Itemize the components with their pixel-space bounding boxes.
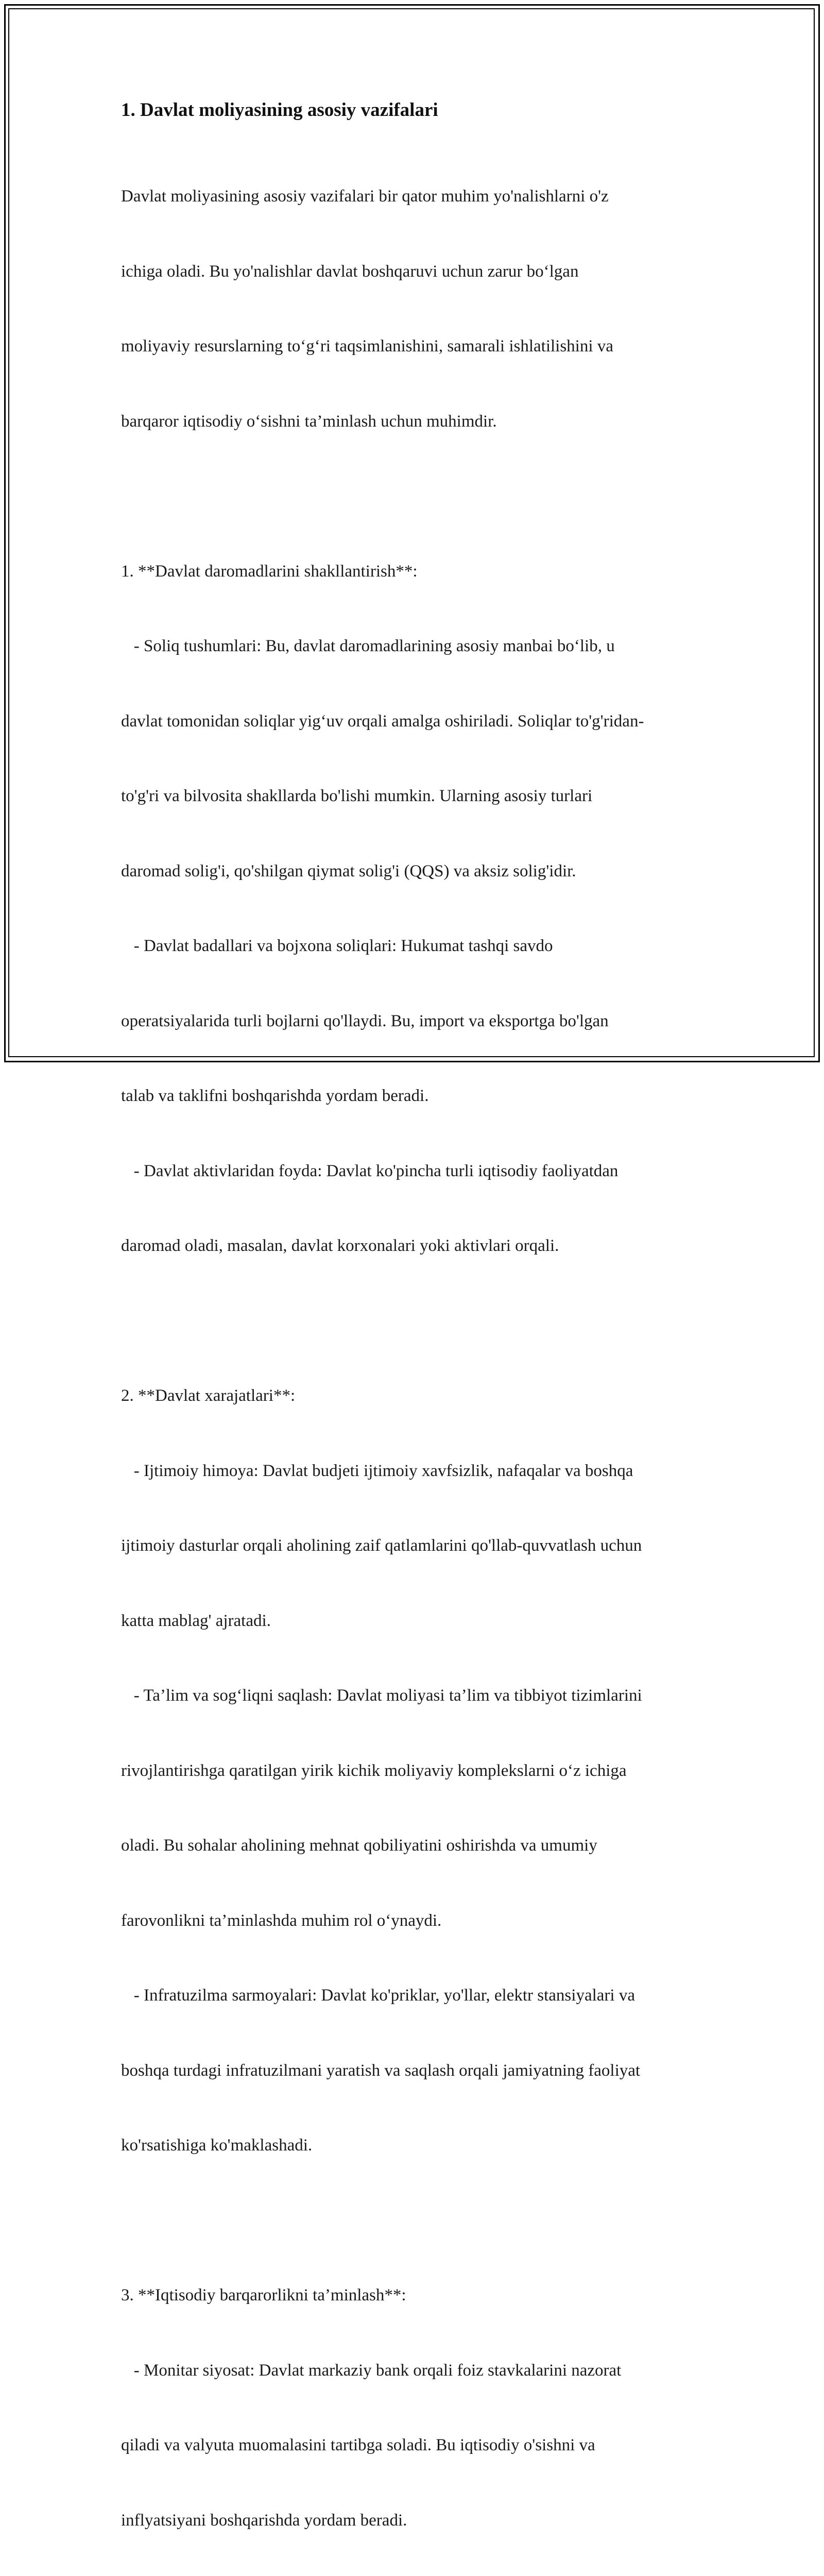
paragraph-gap — [121, 2208, 708, 2233]
text-line: daromad solig'i, qo'shilgan qiymat solig'i (QQS) va aksiz solig'idir. — [121, 861, 576, 880]
text-line: ichiga oladi. Bu yo'nalishlar davlat boshqaruvi uchun zarur bo‘lgan — [121, 262, 579, 281]
text-line: - Ijtimoiy himoya: Davlat budjeti ijtimoiy xavfsizlik, nafaqalar va boshqa — [121, 1461, 633, 1480]
text-line: daromad oladi, masalan, davlat korxonalari yoki aktivlari orqali. — [121, 1236, 559, 1255]
text-line: qiladi va valyuta muomalasini tartibga soladi. Bu iqtisodiy o'sishni va — [121, 2436, 595, 2454]
section-heading-line: 2. **Davlat xarajatlari**: — [121, 1386, 296, 1405]
section-heading-line: 1. **Davlat daromadlarini shakllantirish**: — [121, 562, 418, 581]
text-line: davlat tomonidan soliqlar yig‘uv orqali amalga oshiriladi. Soliqlar to'g'ridan- — [121, 711, 644, 731]
text-line: talab va taklifni boshqarishda yordam beradi. — [121, 1087, 429, 1105]
text-line: ijtimoiy dasturlar orqali aholining zaif qatlamlarini qo'llab-quvvatlash uchun — [121, 1536, 642, 1555]
text-line: inflyatsiyani boshqarishda yordam beradi. — [121, 2511, 407, 2530]
document-heading: 1. Davlat moliyasining asosiy vazifalari — [121, 99, 438, 121]
section-3-stability — [121, 2233, 708, 2576]
text-line: to'g'ri va bilvosita shakllarda bo'lishi mumkin. Ularning asosiy turlari — [121, 787, 593, 805]
text-line: - Soliq tushumlari: Bu, davlat daromadlarining asosiy manbai bo‘lib, u — [121, 637, 615, 655]
text-line: - Monitar siyosat: Davlat markaziy bank orqali foiz stavkalarini nazorat — [121, 2361, 622, 2380]
text-line: barqaror iqtisodiy o‘sishni ta’minlash uchun muhimdir. — [121, 412, 497, 431]
text-line: ko'rsatishiga ko'maklashadi. — [121, 2136, 313, 2155]
text-line: Davlat moliyasining asosiy vazifalari bir qator muhim yo'nalishlarni o'z — [121, 187, 609, 206]
text-line: - Davlat badallari va bojxona soliqlari: Hukumat tashqi savdo — [121, 937, 553, 955]
section-1-revenues — [121, 509, 708, 1309]
paragraph-gap — [121, 484, 708, 509]
text-line: - Davlat aktivlaridan foyda: Davlat ko'pincha turli iqtisodiy faoliyatdan — [121, 1161, 619, 1180]
text-line: oladi. Bu sohalar aholining mehnat qobiliyatini oshirishda va umumiy — [121, 1836, 597, 1855]
document-content — [121, 97, 708, 2576]
text-line: katta mablag' ajratadi. — [121, 1611, 271, 1630]
text-line: moliyaviy resurslarning to‘g‘ri taqsimlanishini, samarali ishlatilishini va — [121, 337, 613, 355]
text-line: rivojlantirishga qaratilgan yirik kichik moliyaviy komplekslarni o‘z ichiga — [121, 1761, 627, 1780]
text-line: farovonlikni ta’minlashda muhim rol o‘ynaydi. — [121, 1911, 442, 1930]
intro-paragraph — [121, 134, 708, 484]
text-line: boshqa turdagi infratuzilmani yaratish va saqlash orqali jamiyatning faoliyat — [121, 2061, 641, 2080]
text-line: operatsiyalarida turli bojlarni qo'llaydi. Bu, import va eksportga bo'lgan — [121, 1011, 609, 1030]
section-heading-line: 3. **Iqtisodiy barqarorlikni ta’minlash**: — [121, 2286, 406, 2304]
section-2-expenditures — [121, 1333, 708, 2208]
text-line: - Infratuzilma sarmoyalari: Davlat ko'priklar, yo'llar, elektr stansiyalari va — [121, 1986, 635, 2005]
text-line: - Ta’lim va sog‘liqni saqlash: Davlat moliyasi ta’lim va tibbiyot tizimlarini — [121, 1686, 642, 1705]
paragraph-gap — [121, 1309, 708, 1334]
